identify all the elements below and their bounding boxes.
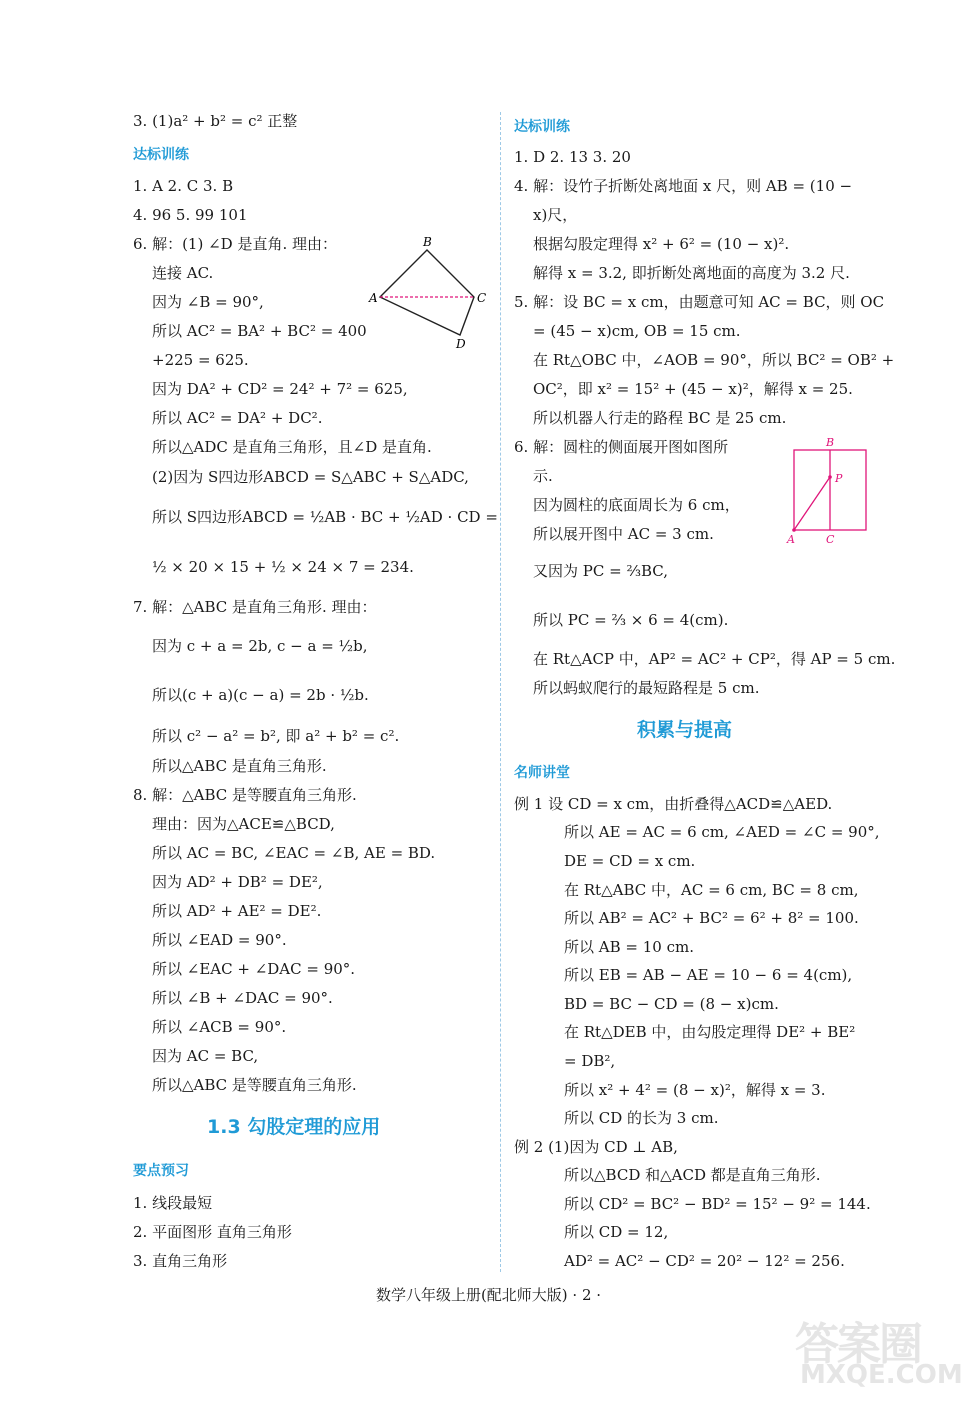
answer-line: 所以展开图中 AC = 3 cm. xyxy=(533,525,714,543)
label-a: A xyxy=(369,291,378,305)
label-c: C xyxy=(826,533,835,546)
answer-line: 2. 平面图形 直角三角形 xyxy=(133,1223,292,1241)
answer-line: 因为 AC = BC, xyxy=(152,1047,259,1065)
answer-line: ½ × 20 × 15 + ½ × 24 × 7 = 234. xyxy=(152,558,414,576)
answer-line: 根据勾股定理得 x² + 6² = (10 − x)². xyxy=(533,235,790,253)
answer-line: 所以 AB² = AC² + BC² = 6² + 8² = 100. xyxy=(564,909,859,927)
answer-line: 所以 AE = AC = 6 cm, ∠AED = ∠C = 90°, xyxy=(564,823,880,841)
answer-line: 4. 96 5. 99 101 xyxy=(133,206,248,224)
label-p: P xyxy=(835,472,843,485)
answer-line: 所以 AC² = DA² + DC². xyxy=(152,409,323,427)
label-b: B xyxy=(826,436,835,449)
column-divider xyxy=(500,112,501,1272)
answer-line: 7. 解：△ABC 是直角三角形. 理由： xyxy=(133,598,377,616)
answer-line: 在 Rt△DEB 中，由勾股定理得 DE² + BE² xyxy=(564,1023,856,1041)
answer-line: 又因为 PC = ⅔BC, xyxy=(533,562,668,580)
answer-line: 所以 AC² = BA² + BC² = 400 xyxy=(152,322,367,340)
answer-line: 所以 ∠EAD = 90°. xyxy=(152,931,287,949)
answer-line: x)尺， xyxy=(533,206,578,224)
answer-line: 所以△ADC 是直角三角形，且∠D 是直角. xyxy=(152,438,432,456)
quadrilateral-outline xyxy=(380,250,474,335)
answer-line: 8. 解：△ABC 是等腰直角三角形. xyxy=(133,786,357,804)
answer-line: 所以 S四边形ABCD = ½AB · BC + ½AD · CD = xyxy=(152,508,498,526)
section-heading-practice: 达标训练 xyxy=(514,119,570,135)
answer-line: 因为圆柱的底面周长为 6 cm， xyxy=(533,496,740,514)
answer-line: 所以△BCD 和△ACD 都是直角三角形. xyxy=(564,1166,821,1184)
answer-line: = (45 − x)cm, OB = 15 cm. xyxy=(533,322,741,340)
answer-line: 所以蚂蚁爬行的最短路程是 5 cm. xyxy=(533,679,760,697)
answer-line: 所以 c² − a² = b², 即 a² + b² = c². xyxy=(152,727,400,745)
answer-line: 所以 ∠B + ∠DAC = 90°. xyxy=(152,989,333,1007)
label-c: C xyxy=(477,291,487,305)
answer-line: = DB², xyxy=(564,1052,616,1070)
answer-line: 解得 x = 3.2, 即折断处离地面的高度为 3.2 尺. xyxy=(533,264,850,282)
watermark-url: MXQE.COM xyxy=(800,1360,963,1390)
answer-line: 所以 ∠ACB = 90°. xyxy=(152,1018,287,1036)
answer-line: 所以 CD² = BC² − BD² = 15² − 9² = 144. xyxy=(564,1195,871,1213)
answer-line: 例 1 设 CD = x cm，由折叠得△ACD≌△AED. xyxy=(514,795,833,813)
section-title: 1.3 勾股定理的应用 xyxy=(207,1116,381,1138)
answer-line: OC²，即 x² = 15² + (45 − x)²，解得 x = 25. xyxy=(533,380,853,398)
watermark-logo: 答案圈 xyxy=(795,1319,921,1370)
answer-line: 1. 线段最短 xyxy=(133,1194,213,1212)
answer-line: 在 Rt△ACP 中，AP² = AC² + CP²，得 AP = 5 cm. xyxy=(533,650,896,668)
answer-line: 4. 解：设竹子折断处离地面 x 尺，则 AB = (10 − xyxy=(514,177,853,195)
answer-line: BD = BC − CD = (8 − x)cm. xyxy=(564,995,779,1013)
answer-line: 所以 EB = AB − AE = 10 − 6 = 4(cm), xyxy=(564,966,853,984)
section-heading-lecture: 名师讲堂 xyxy=(514,765,570,781)
answer-line: 所以 AD² + AE² = DE². xyxy=(152,902,322,920)
answer-line: 所以 AC = BC, ∠EAC = ∠B, AE = BD. xyxy=(152,844,436,862)
section-title: 积累与提高 xyxy=(637,719,733,741)
answer-line: 3. 直角三角形 xyxy=(133,1252,228,1270)
label-d: D xyxy=(456,337,466,350)
answer-line: 所以 CD = 12, xyxy=(564,1223,669,1241)
answer-line: 6. 解：圆柱的侧面展开图如图所 xyxy=(514,438,729,456)
section-heading-preview: 要点预习 xyxy=(133,1163,189,1179)
answer-line: 1. A 2. C 3. B xyxy=(133,177,234,195)
answer-line: 因为 DA² + CD² = 24² + 7² = 625, xyxy=(152,380,408,398)
answer-line: 5. 解：设 BC = x cm，由题意可知 AC = BC，则 OC xyxy=(514,293,885,311)
answer-line: 因为 AD² + DB² = DE², xyxy=(152,873,323,891)
path-ap xyxy=(794,477,830,530)
answer-line: 3. (1)a² + b² = c² 正整 xyxy=(133,112,298,130)
answer-line: 例 2 (1)因为 CD ⊥ AB, xyxy=(514,1138,678,1156)
section-heading-practice: 达标训练 xyxy=(133,147,189,163)
answer-line: 所以(c + a)(c − a) = 2b · ½b. xyxy=(152,686,369,704)
answer-line: 示. xyxy=(533,467,553,485)
answer-line: 1. D 2. 13 3. 20 xyxy=(514,148,631,166)
answer-line: 6. 解：(1) ∠D 是直角. 理由： xyxy=(133,235,337,253)
answer-line: 所以 PC = ⅔ × 6 = 4(cm). xyxy=(533,611,729,629)
quadrilateral-figure xyxy=(366,232,496,350)
answer-line: DE = CD = x cm. xyxy=(564,852,696,870)
answer-line: 连接 AC. xyxy=(152,264,214,282)
answer-line: 因为 ∠B = 90°, xyxy=(152,293,264,311)
answer-line: 理由：因为△ACE≌△BCD, xyxy=(152,815,335,833)
point-a xyxy=(792,528,796,532)
answer-line: AD² = AC² − CD² = 20² − 12² = 256. xyxy=(564,1252,845,1270)
answer-line: 所以 ∠EAC + ∠DAC = 90°. xyxy=(152,960,356,978)
answer-line: (2)因为 S四边形ABCD = S△ABC + S△ADC, xyxy=(152,468,469,486)
answer-line: 在 Rt△OBC 中，∠AOB = 90°，所以 BC² = OB² + xyxy=(533,351,895,369)
answer-line: 所以 x² + 4² = (8 − x)²，解得 x = 3. xyxy=(564,1081,826,1099)
answer-line: 所以 CD 的长为 3 cm. xyxy=(564,1109,719,1127)
label-b: B xyxy=(423,235,432,249)
answer-line: 所以 AB = 10 cm. xyxy=(564,938,694,956)
label-a: A xyxy=(787,533,795,546)
cylinder-net-figure xyxy=(783,434,873,546)
answer-line: 所以机器人行走的路程 BC 是 25 cm. xyxy=(533,409,787,427)
point-p xyxy=(828,475,832,479)
answer-line: +225 = 625. xyxy=(152,351,249,369)
page-footer: 数学八年级上册(配北师大版) · 2 · xyxy=(375,1286,602,1304)
answer-line: 所以△ABC 是直角三角形. xyxy=(152,757,327,775)
answer-line: 因为 c + a = 2b, c − a = ½b, xyxy=(152,637,368,655)
answer-line: 在 Rt△ABC 中，AC = 6 cm, BC = 8 cm, xyxy=(564,881,859,899)
answer-line: 所以△ABC 是等腰直角三角形. xyxy=(152,1076,357,1094)
